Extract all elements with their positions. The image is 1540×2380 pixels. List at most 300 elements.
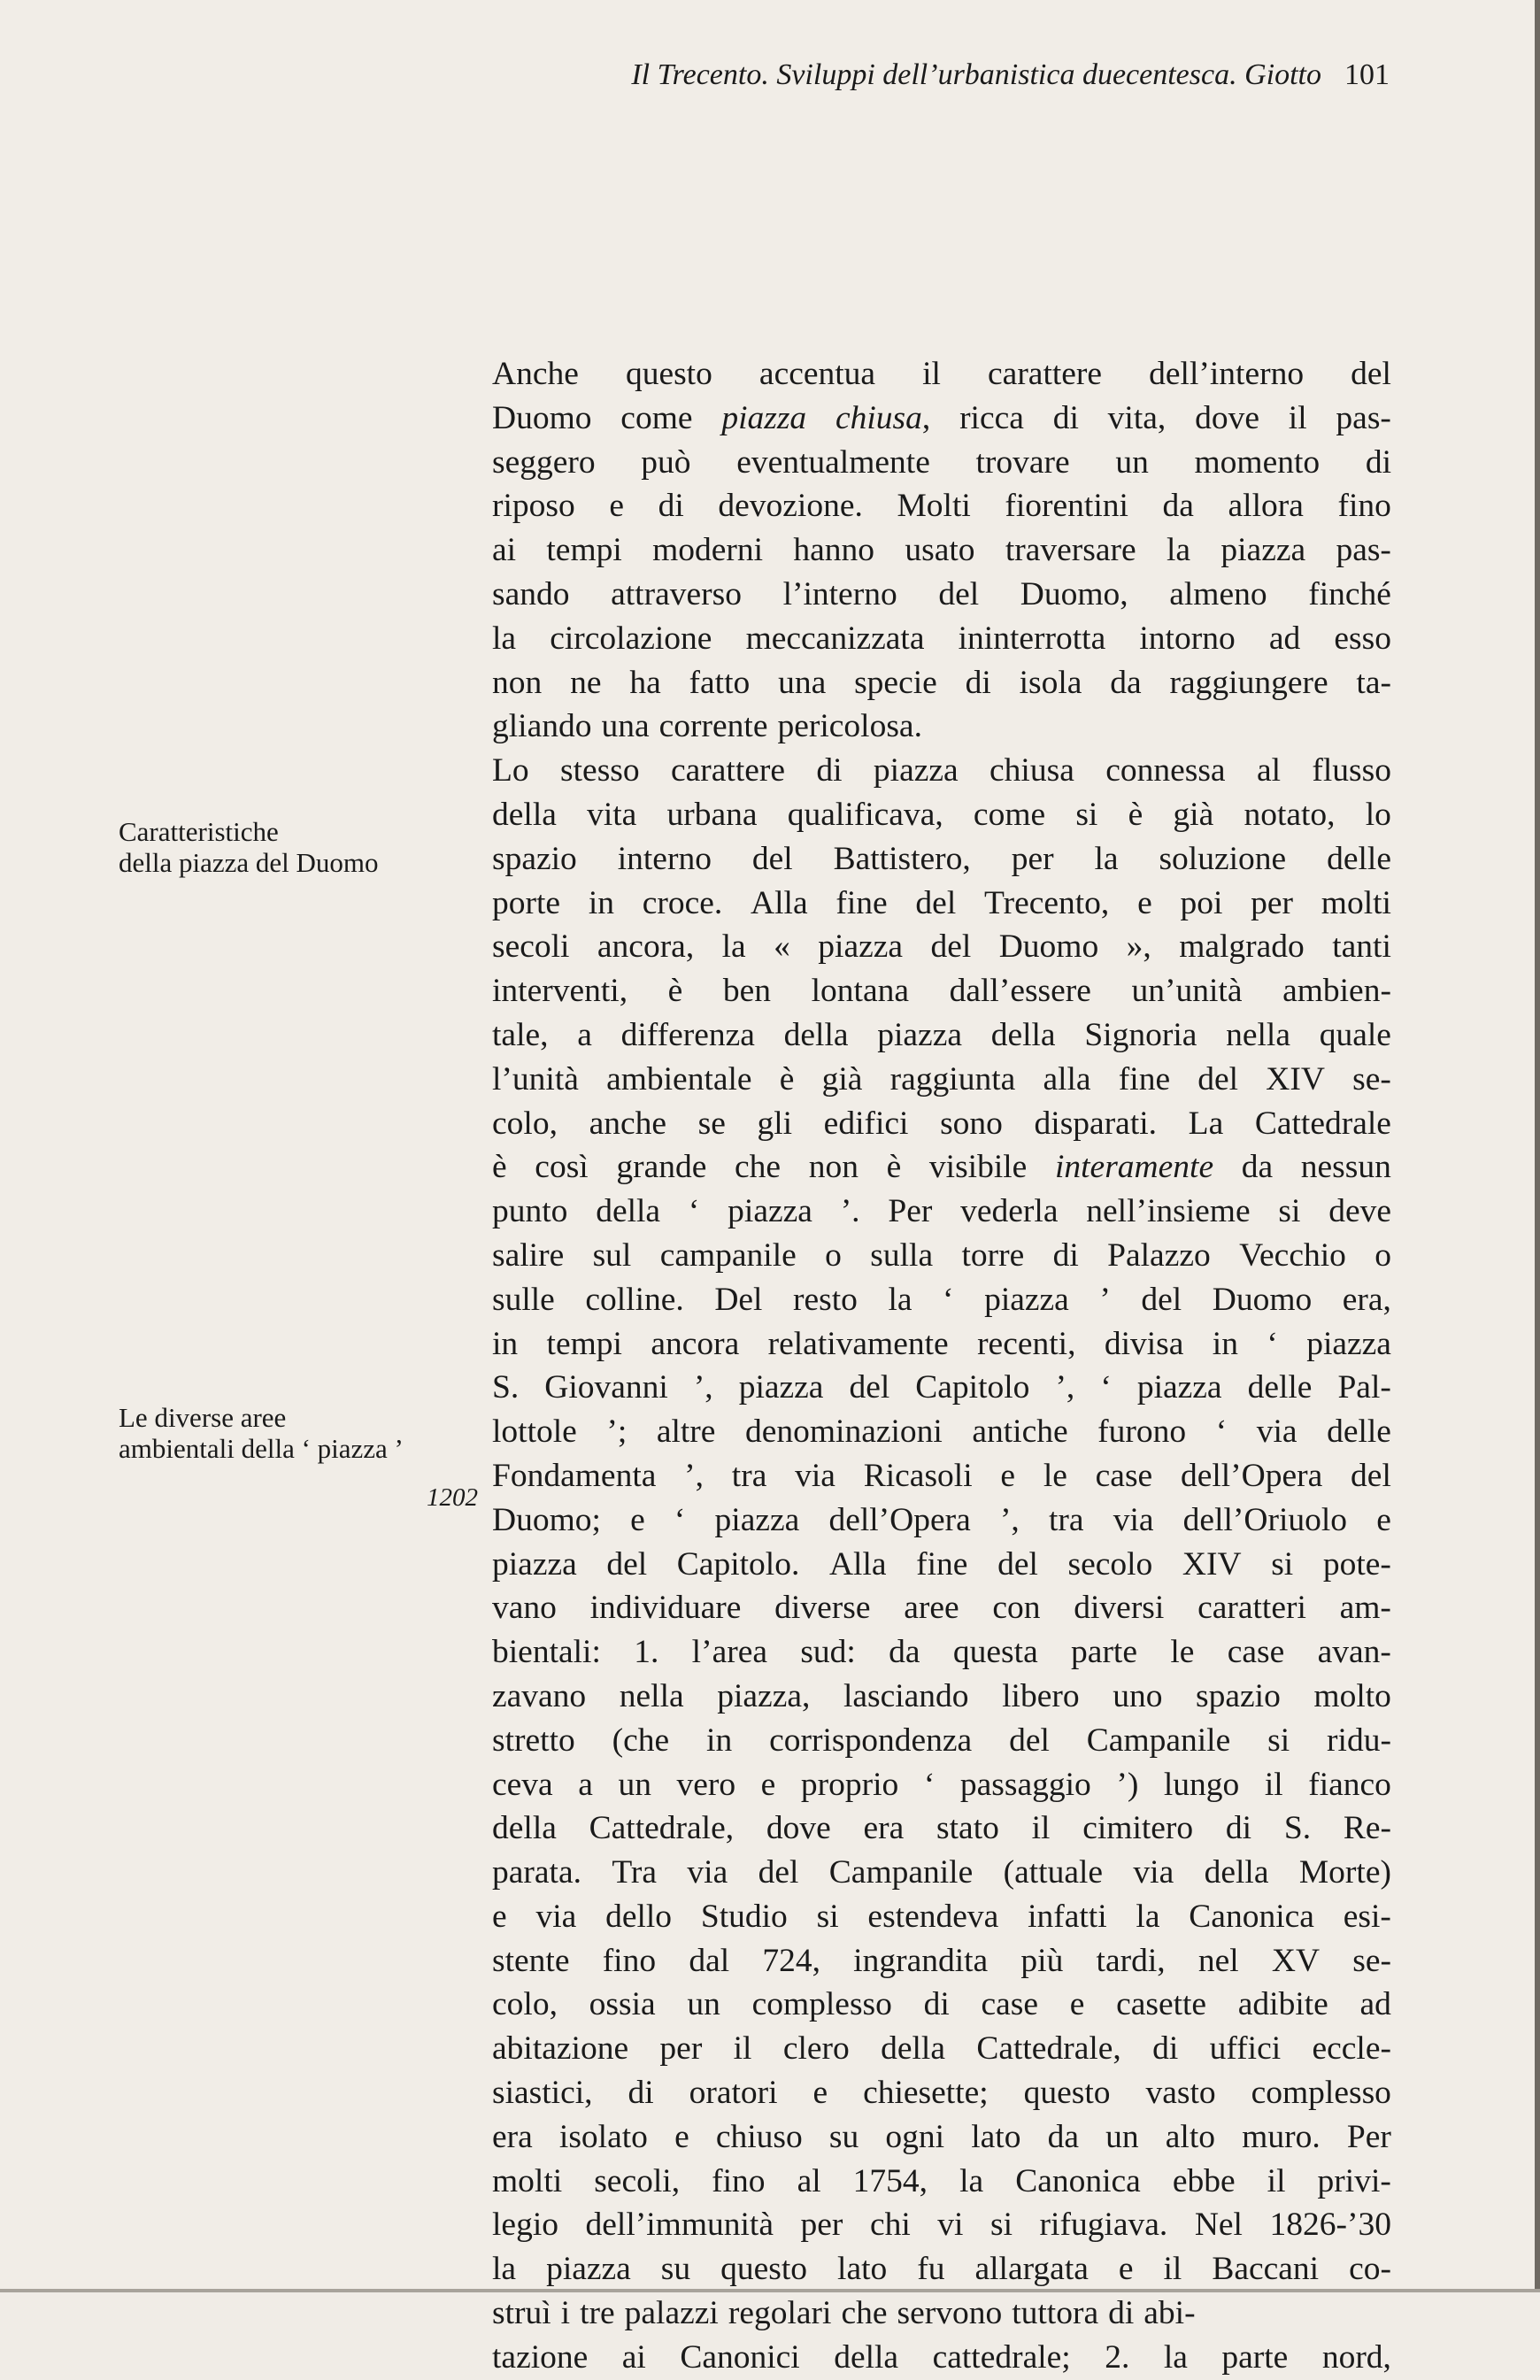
body-word: case	[1095, 1457, 1153, 1494]
body-word: la	[492, 2251, 517, 2288]
body-word: spazio	[1196, 1677, 1281, 1714]
body-word: al	[1256, 752, 1282, 789]
body-line	[492, 1939, 1391, 1983]
body-word: (attuale	[1003, 1854, 1104, 1891]
body-word: di	[1225, 1810, 1252, 1847]
body-word: ’;	[606, 1413, 628, 1451]
body-word: isolato	[558, 2118, 648, 2155]
body-word: carattere	[670, 752, 786, 789]
body-word: alto	[1165, 2118, 1216, 2155]
body-word: lungo	[1163, 1766, 1240, 1803]
body-word: dello	[605, 1898, 673, 1935]
body-word: seggero	[492, 443, 596, 481]
body-word: con	[992, 1590, 1041, 1627]
running-title: Il Trecento. Sviluppi dell’urbanistica duecentesca. Giotto	[631, 58, 1321, 91]
body-word: del	[930, 928, 972, 966]
body-word: Lo	[492, 752, 529, 789]
body-word: antiche	[972, 1413, 1068, 1451]
body-word: ai	[492, 532, 517, 569]
body-word: tra	[1048, 1501, 1084, 1538]
body-word: sando	[492, 575, 570, 612]
body-line	[492, 1806, 1391, 1851]
body-word: è	[886, 1149, 902, 1186]
body-word: delle	[1247, 1369, 1313, 1406]
body-word: denominazioni	[744, 1413, 943, 1451]
body-word: tra	[731, 1457, 767, 1494]
body-word: ridu-	[1327, 1721, 1391, 1759]
body-word: tuttora	[1012, 2295, 1099, 2332]
body-word: del	[1009, 1721, 1050, 1759]
margin-note-line: della piazza del Duomo	[119, 847, 379, 878]
body-word: (che	[612, 1721, 670, 1759]
body-line	[492, 397, 1391, 441]
body-word: del	[1141, 1281, 1182, 1318]
body-word: piazza	[714, 1501, 800, 1538]
body-word: ‘	[1215, 1413, 1228, 1451]
body-word: spazio	[492, 840, 577, 877]
body-word: ,	[921, 399, 931, 436]
body-word: abi-	[1143, 2295, 1196, 2332]
body-word: bientali:	[492, 1634, 601, 1671]
body-word: Vecchio	[1239, 1236, 1346, 1274]
body-word: si	[1278, 1193, 1301, 1230]
body-word: 1.	[634, 1634, 659, 1671]
body-word: della	[783, 1016, 849, 1053]
body-word: per	[800, 2207, 843, 2244]
body-word: Capitolo.	[676, 1545, 800, 1583]
body-word: legio	[492, 2207, 558, 2244]
body-word: passaggio	[959, 1766, 1091, 1803]
body-word: gliando	[492, 708, 592, 745]
body-word: non	[492, 664, 543, 701]
body-word: 1826-’30	[1269, 2207, 1391, 2244]
body-word: Battistero,	[833, 840, 971, 877]
body-line	[492, 1278, 1391, 1322]
body-word: Canonica	[1189, 1898, 1314, 1935]
margin-note-line: Le diverse aree	[119, 1402, 287, 1433]
body-word: in	[492, 1325, 519, 1362]
body-word: lato	[837, 2251, 888, 2288]
body-word: individuare	[589, 1590, 742, 1627]
body-line	[492, 1013, 1391, 1058]
body-word: l’unità	[492, 1060, 579, 1098]
body-word: dell’Opera	[828, 1501, 971, 1538]
body-word: stretto	[492, 1721, 575, 1759]
body-word: Campanile	[1086, 1721, 1231, 1759]
body-word: del	[1351, 1457, 1391, 1494]
body-word: ‘	[688, 1193, 700, 1230]
body-word: ebbe	[1172, 2162, 1236, 2199]
body-line	[492, 1675, 1391, 1719]
body-word: ad	[1359, 1986, 1391, 2023]
body-word: fu	[917, 2251, 945, 2288]
body-word: ’,	[1055, 1369, 1075, 1406]
body-line	[492, 2291, 1391, 2336]
body-word: per	[1251, 884, 1294, 921]
body-word: rifugiava.	[1039, 2207, 1168, 2244]
body-word: se-	[1352, 1942, 1391, 1979]
body-word: La	[1188, 1105, 1224, 1142]
page-edge-shadow	[1535, 0, 1540, 2292]
body-word: vasto	[1145, 2075, 1216, 2112]
running-header	[631, 58, 1390, 92]
body-word: lottole	[492, 1413, 577, 1451]
body-word: di	[1152, 2030, 1179, 2068]
body-word: diverse	[774, 1590, 871, 1627]
body-word: campanile	[659, 1236, 797, 1274]
body-word: ‘	[923, 1766, 936, 1803]
body-word: disparati.	[1034, 1105, 1158, 1142]
body-word: se-	[1352, 1060, 1391, 1098]
body-line	[492, 528, 1391, 573]
body-word: se	[697, 1105, 726, 1142]
body-word: Alla	[751, 884, 808, 921]
body-line	[492, 882, 1391, 926]
body-word: Duomo,	[1020, 575, 1128, 612]
body-word: vano	[492, 1590, 557, 1627]
body-word: ‘	[943, 1281, 954, 1318]
body-line	[492, 1763, 1391, 1807]
body-word: usato	[905, 532, 975, 569]
body-word	[835, 397, 930, 441]
body-word: tempi	[546, 532, 622, 569]
body-word: Canonica	[1015, 2162, 1141, 2199]
body-word: complesso	[1251, 2075, 1391, 2112]
body-word: case	[1227, 1634, 1285, 1671]
body-line	[492, 1454, 1391, 1498]
body-line	[492, 1851, 1391, 1895]
body-word: da	[889, 1634, 920, 1671]
body-word: è	[667, 973, 683, 1010]
body-word: ben	[722, 973, 772, 1010]
body-word: pote-	[1322, 1545, 1391, 1583]
body-word: XIV	[1182, 1545, 1242, 1583]
body-word: casette	[1116, 1986, 1207, 2023]
body-word: oratori	[689, 2075, 778, 2112]
body-word: fatto	[689, 664, 751, 701]
body-word: Fondamenta	[492, 1457, 657, 1494]
body-word: di	[965, 664, 991, 701]
body-word: quale	[1319, 1016, 1391, 1053]
body-word: trovare	[975, 443, 1070, 481]
body-word: già	[1173, 796, 1214, 833]
body-line	[492, 705, 1391, 749]
body-word: Trecento,	[984, 884, 1110, 921]
body-line	[492, 2160, 1391, 2204]
body-word: una	[778, 664, 827, 701]
body-word: Cattedrale,	[976, 2030, 1121, 2068]
body-word: sul	[592, 1236, 632, 1274]
body-word: via	[1133, 1854, 1174, 1891]
body-word: è	[492, 1149, 507, 1186]
body-word: era	[863, 1810, 905, 1847]
body-word: carattere	[988, 356, 1103, 392]
body-line	[492, 1586, 1391, 1630]
body-word: resto	[793, 1281, 858, 1318]
body-word: su	[828, 2118, 859, 2155]
body-word: Duomo	[492, 399, 592, 436]
body-word: ‘	[1100, 1369, 1112, 1406]
body-word: Duomo	[1212, 1281, 1313, 1318]
body-line	[492, 1102, 1391, 1146]
body-word: corrispondenza	[769, 1721, 973, 1759]
body-word: am-	[1339, 1590, 1391, 1627]
body-word: connessa	[1105, 752, 1226, 789]
body-word: altre	[656, 1413, 716, 1451]
body-word: e	[1376, 1501, 1391, 1538]
body-word: e	[1069, 1986, 1085, 2023]
body-word: ‘	[674, 1501, 686, 1538]
body-word: XV	[1271, 1942, 1321, 1979]
margin-reference-number: 1202	[427, 1483, 478, 1512]
body-word: pas-	[1336, 532, 1391, 569]
body-word: corrente	[658, 708, 768, 745]
body-word: sulle	[492, 1281, 555, 1318]
body-word: piazza	[546, 2251, 631, 2288]
body-word: Tra	[612, 1854, 658, 1891]
body-word: tardi,	[1096, 1942, 1166, 1979]
body-word: fianco	[1308, 1766, 1391, 1803]
body-word: chi	[869, 2207, 911, 2244]
body-word: e	[1000, 1457, 1016, 1494]
body-word: ingrandita	[853, 1942, 989, 1979]
body-word: non	[808, 1149, 859, 1186]
body-word: caratteri	[1197, 1590, 1306, 1627]
body-line	[492, 1630, 1391, 1675]
body-word: Cattedrale,	[589, 1810, 735, 1847]
body-word: colline.	[585, 1281, 684, 1318]
body-line	[492, 573, 1391, 617]
body-word: complesso	[751, 1986, 892, 2023]
body-word: ta-	[1356, 664, 1391, 701]
page-number: 101	[1344, 58, 1390, 91]
body-word: Campanile	[828, 1854, 974, 1891]
body-word: o	[825, 1236, 842, 1274]
body-word: vita	[587, 796, 637, 833]
body-word: dove	[766, 1810, 831, 1847]
body-word: deve	[1328, 1193, 1391, 1230]
body-word: può	[641, 443, 691, 481]
body-word: Del	[714, 1281, 763, 1318]
body-word: è	[779, 1060, 795, 1098]
body-word: anche	[589, 1105, 666, 1142]
body-word: Alla	[828, 1545, 887, 1583]
body-word: ai	[621, 2338, 646, 2376]
body-word: un’unità	[1131, 973, 1243, 1010]
body-word: 2.	[1105, 2338, 1130, 2376]
body-word: dal	[689, 1942, 730, 1979]
margin-note-aree	[119, 1402, 490, 1464]
body-word: molti	[492, 2162, 563, 2199]
body-word: clero	[782, 2030, 850, 2068]
body-word: a	[577, 1016, 592, 1053]
body-line	[492, 1190, 1391, 1234]
body-word: recenti,	[977, 1325, 1076, 1362]
body-word: regolari	[728, 2295, 832, 2332]
body-word: per	[659, 2030, 703, 2068]
body-word: gli	[757, 1105, 793, 1142]
body-word: dell’Opera	[1180, 1457, 1323, 1494]
body-word: piazza	[738, 1369, 824, 1406]
body-word: nessun	[1300, 1149, 1391, 1186]
body-word: del	[849, 1369, 890, 1406]
body-word: tanti	[1332, 928, 1391, 966]
body-word: al	[797, 2162, 821, 2199]
body-word: a	[578, 1766, 593, 1803]
body-word: si	[816, 1898, 839, 1935]
body-word: ossia	[589, 1986, 656, 2023]
body-word: della	[834, 2338, 899, 2376]
body-line	[492, 484, 1391, 528]
body-word: in	[1212, 1325, 1238, 1362]
body-line	[492, 969, 1391, 1013]
body-word: di	[1052, 399, 1079, 436]
body-word: interamente	[1054, 1149, 1214, 1186]
body-word: della	[492, 796, 557, 833]
body-word: in	[706, 1721, 733, 1759]
body-word: piazza	[984, 1281, 1069, 1318]
body-word: adibite	[1237, 1986, 1328, 2023]
body-word: la	[721, 928, 746, 966]
body-word: via	[1256, 1413, 1297, 1451]
body-word: Per	[888, 1193, 933, 1230]
body-word: si	[1267, 1721, 1290, 1759]
margin-note-line: Caratteristiche	[119, 816, 279, 847]
body-word: la	[1136, 1898, 1160, 1935]
body-line	[492, 793, 1391, 837]
body-word: ininterrotta	[958, 620, 1106, 657]
body-line	[492, 2071, 1391, 2115]
body-word: ’)	[1116, 1766, 1139, 1803]
body-word: muro.	[1242, 2118, 1321, 2155]
body-word: pas-	[1336, 399, 1391, 436]
body-word: lo	[1365, 796, 1391, 833]
body-word: intorno	[1139, 620, 1236, 657]
body-word: accentua	[758, 356, 876, 392]
body-line	[492, 925, 1391, 969]
body-word: lontana	[811, 973, 910, 1010]
body-word: la	[1163, 2338, 1188, 2376]
body-word: fine	[916, 1545, 968, 1583]
body-word: momento	[1194, 443, 1321, 481]
body-word: proprio	[800, 1766, 899, 1803]
body-word: Studio	[700, 1898, 788, 1935]
body-word: colo,	[492, 1105, 558, 1142]
body-word: tempi	[546, 1325, 622, 1362]
body-word: estendeva	[867, 1898, 999, 1935]
body-word: ’,	[693, 1369, 713, 1406]
body-word: nord,	[1321, 2338, 1391, 2376]
body-word: torre	[961, 1236, 1025, 1274]
body-word: diversi	[1074, 1590, 1165, 1627]
body-word: »,	[1126, 928, 1151, 966]
body-word: fino	[602, 1942, 657, 1979]
body-word: urbana	[666, 796, 758, 833]
body-word: da	[1047, 2118, 1079, 2155]
body-word: è	[1128, 796, 1143, 833]
body-word: vita,	[1107, 399, 1167, 436]
body-word: specie	[854, 664, 937, 701]
body-word: Nel	[1194, 2207, 1243, 2244]
body-word: vero	[676, 1766, 736, 1803]
body-line	[492, 749, 1391, 793]
body-word: eventualmente	[736, 443, 930, 481]
body-word: piazza	[877, 1016, 962, 1053]
body-word: interventi,	[492, 973, 628, 1010]
body-word: uffici	[1209, 2030, 1282, 2068]
body-word: struì	[492, 2295, 551, 2332]
body-word: via	[687, 1854, 728, 1891]
body-word: esi-	[1343, 1898, 1391, 1935]
body-word: e	[760, 1766, 776, 1803]
body-word: per	[1011, 840, 1054, 877]
body-word: piazza,	[717, 1677, 811, 1714]
body-word: Baccani	[1212, 2251, 1320, 2288]
body-word: molti	[1321, 884, 1391, 921]
body-word: chiusa	[989, 752, 1074, 789]
body-word: ’,	[684, 1457, 705, 1494]
body-word: chiesette;	[863, 2075, 989, 2112]
body-word: piazza	[1220, 532, 1306, 569]
body-word: qualificava,	[787, 796, 943, 833]
body-word: e	[630, 1501, 645, 1538]
body-word: stato	[936, 1810, 999, 1847]
body-word: Duomo;	[492, 1501, 601, 1538]
body-word: come	[620, 399, 693, 436]
body-word: ’.	[840, 1193, 860, 1230]
body-word: ad	[1268, 620, 1301, 657]
body-word: cattedrale;	[932, 2338, 1071, 2376]
body-word: nella	[619, 1677, 684, 1714]
body-word: ’	[1099, 1281, 1111, 1318]
body-word: le	[1170, 1634, 1195, 1671]
body-word: lato	[971, 2118, 1021, 2155]
body-word: del	[751, 840, 793, 877]
body-word: il	[1264, 1766, 1283, 1803]
body-word: fine	[1118, 1060, 1171, 1098]
body-word: così	[535, 1149, 589, 1186]
body-word: l’interno	[782, 575, 897, 612]
body-word: dall’essere	[949, 973, 1091, 1010]
body-word: un	[618, 1766, 651, 1803]
body-word: notato,	[1244, 796, 1336, 833]
body-word: stesso	[560, 752, 640, 789]
body-word: Giovanni	[544, 1369, 668, 1406]
body-word: del	[606, 1545, 648, 1583]
body-word: finché	[1308, 575, 1391, 612]
body-word: di	[923, 1986, 950, 2023]
body-word: differenza	[620, 1016, 755, 1053]
body-word: via	[535, 1898, 577, 1935]
body-word: e	[674, 2118, 689, 2155]
body-word: il	[1288, 399, 1307, 436]
body-word: in	[588, 884, 614, 921]
body-line	[492, 837, 1391, 882]
body-word: del	[997, 1545, 1038, 1583]
body-word: sud:	[800, 1634, 856, 1671]
body-word: Cattedrale	[1254, 1105, 1391, 1142]
body-word: chiusa	[835, 399, 922, 436]
body-word: piazza	[1136, 1369, 1222, 1406]
body-word: siastici,	[492, 2075, 593, 2112]
body-word: porte	[492, 884, 561, 921]
body-word: su	[660, 2251, 691, 2288]
body-word: malgrado	[1179, 928, 1305, 966]
body-word: che	[841, 2295, 888, 2332]
body-word: della	[596, 1193, 661, 1230]
body-word: e	[609, 488, 624, 525]
margin-note-line: ambientali della ‘ piazza ’	[119, 1433, 404, 1464]
